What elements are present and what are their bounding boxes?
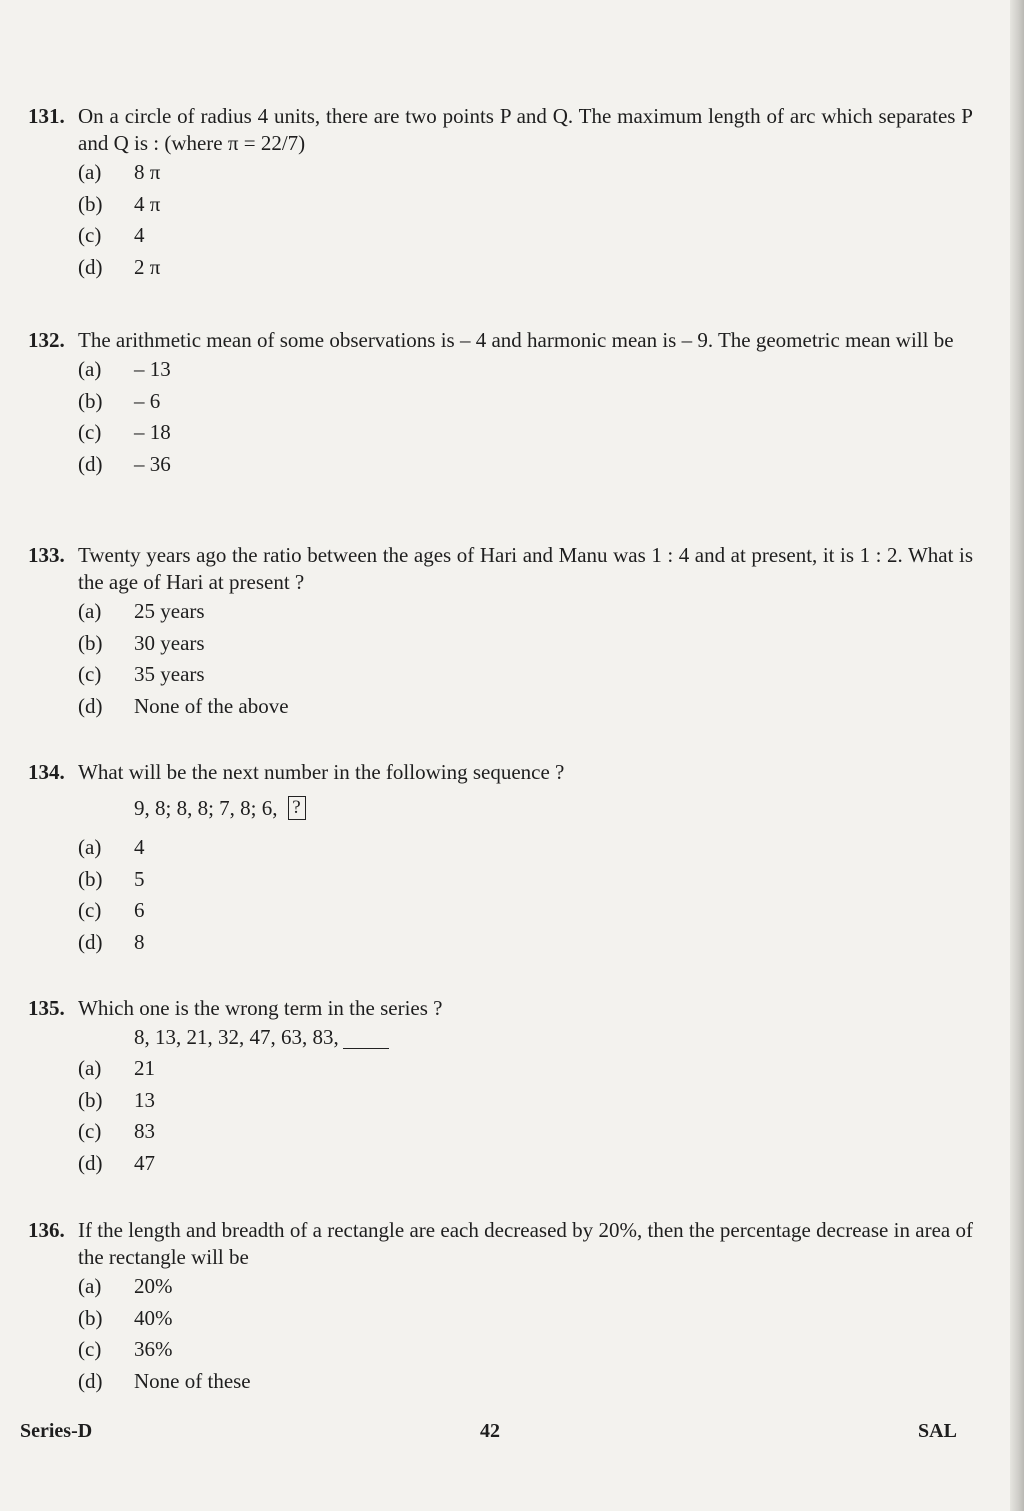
option-b [78, 1303, 973, 1335]
option-c [78, 1334, 973, 1366]
option-a [78, 1271, 973, 1303]
option-label: (c) [78, 898, 102, 922]
option-text: 5 [134, 866, 145, 891]
page-edge-shadow [1010, 0, 1024, 1511]
option-b [78, 386, 973, 418]
option-text: None of these [134, 1368, 251, 1393]
option-text: – 18 [134, 420, 171, 444]
option-a [78, 832, 973, 864]
question-number: 131. [28, 104, 65, 128]
option-d [78, 1366, 973, 1398]
option-b [78, 864, 973, 896]
option-label: (d) [78, 693, 103, 718]
option-text: 4 π [134, 191, 161, 216]
question-132 [28, 327, 973, 480]
question-133 [28, 542, 973, 722]
option-label: (d) [78, 451, 103, 476]
option-c [78, 659, 973, 691]
option-label: (a) [78, 1274, 102, 1298]
option-label: (a) [78, 835, 102, 859]
question-135 [28, 995, 973, 1179]
option-label: (c) [78, 223, 102, 247]
option-text: None of the above [134, 693, 289, 718]
option-label: (b) [78, 630, 103, 655]
question-text: Which one is the wrong term in the series ? [78, 996, 443, 1020]
option-a [78, 596, 973, 628]
option-a [78, 1053, 973, 1085]
option-label: (b) [78, 1087, 103, 1112]
option-text: 8 π [134, 160, 161, 184]
option-label: (c) [78, 1337, 102, 1361]
option-d [78, 1148, 973, 1180]
option-label: (a) [78, 1056, 102, 1080]
question-number: 135. [28, 996, 65, 1020]
option-label: (b) [78, 1305, 103, 1330]
option-label: (d) [78, 254, 103, 279]
question-134 [28, 759, 973, 958]
option-d [78, 252, 973, 284]
option-d [78, 927, 973, 959]
option-d [78, 691, 973, 723]
option-text: 25 years [134, 599, 205, 623]
option-text: 6 [134, 898, 145, 922]
sequence-text: 8, 13, 21, 32, 47, 63, 83, [134, 1025, 339, 1049]
option-text: 4 [134, 223, 145, 247]
question-number: 133. [28, 543, 65, 567]
question-131 [28, 103, 973, 283]
footer-page-number: 42 [480, 1420, 500, 1442]
option-a [78, 354, 973, 386]
option-label: (c) [78, 662, 102, 686]
option-text: 47 [134, 1150, 155, 1175]
footer-code: SAL [918, 1420, 957, 1442]
option-label: (d) [78, 929, 103, 954]
question-text: On a circle of radius 4 units, there are two points P and Q. The maximum length of arc which separates P and Q is : (where π = 22/7) [78, 104, 973, 155]
option-c [78, 895, 973, 927]
option-text: – 6 [134, 388, 161, 413]
option-label: (b) [78, 866, 103, 891]
question-136 [28, 1217, 973, 1397]
question-number: 134. [28, 760, 65, 784]
option-text: 21 [134, 1056, 155, 1080]
option-label: (c) [78, 420, 102, 444]
question-text: If the length and breadth of a rectangle are each decreased by 20%, then the percentage decrease in area of the rectangle will be [78, 1218, 973, 1269]
option-b [78, 628, 973, 660]
option-c [78, 417, 973, 449]
option-label: (d) [78, 1368, 103, 1393]
option-text: 40% [134, 1305, 173, 1330]
option-b [78, 189, 973, 221]
option-d [78, 449, 973, 481]
option-c [78, 220, 973, 252]
answer-blank [343, 1026, 389, 1049]
question-text: The arithmetic mean of some observations is – 4 and harmonic mean is – 9. The geometric mean will be [78, 328, 954, 352]
footer-series: Series-D [20, 1420, 93, 1442]
option-text: 83 [134, 1119, 155, 1143]
option-label: (a) [78, 357, 102, 381]
option-text: 36% [134, 1337, 173, 1361]
question-number: 136. [28, 1218, 65, 1242]
option-text: 4 [134, 835, 145, 859]
option-c [78, 1116, 973, 1148]
question-text: Twenty years ago the ratio between the ages of Hari and Manu was 1 : 4 and at present, it is 1 : 2. What is the age of Hari at present ? [78, 543, 973, 594]
question-mark-box: ? [288, 796, 306, 820]
sequence [134, 1022, 973, 1053]
option-label: (b) [78, 191, 103, 216]
option-b [78, 1085, 973, 1117]
option-label: (b) [78, 388, 103, 413]
sequence [134, 792, 973, 824]
option-text: – 13 [134, 357, 171, 381]
sequence-text: 9, 8; 8, 8; 7, 8; 6, [134, 796, 278, 820]
option-text: 8 [134, 929, 145, 954]
option-text: – 36 [134, 451, 171, 476]
option-label: (d) [78, 1150, 103, 1175]
option-text: 30 years [134, 630, 205, 655]
option-text: 35 years [134, 662, 205, 686]
option-text: 2 π [134, 254, 161, 279]
question-number: 132. [28, 328, 65, 352]
option-label: (c) [78, 1119, 102, 1143]
option-label: (a) [78, 599, 102, 623]
option-a [78, 157, 973, 189]
option-text: 20% [134, 1274, 173, 1298]
question-text: What will be the next number in the following sequence ? [78, 760, 565, 784]
option-label: (a) [78, 160, 102, 184]
option-text: 13 [134, 1087, 155, 1112]
